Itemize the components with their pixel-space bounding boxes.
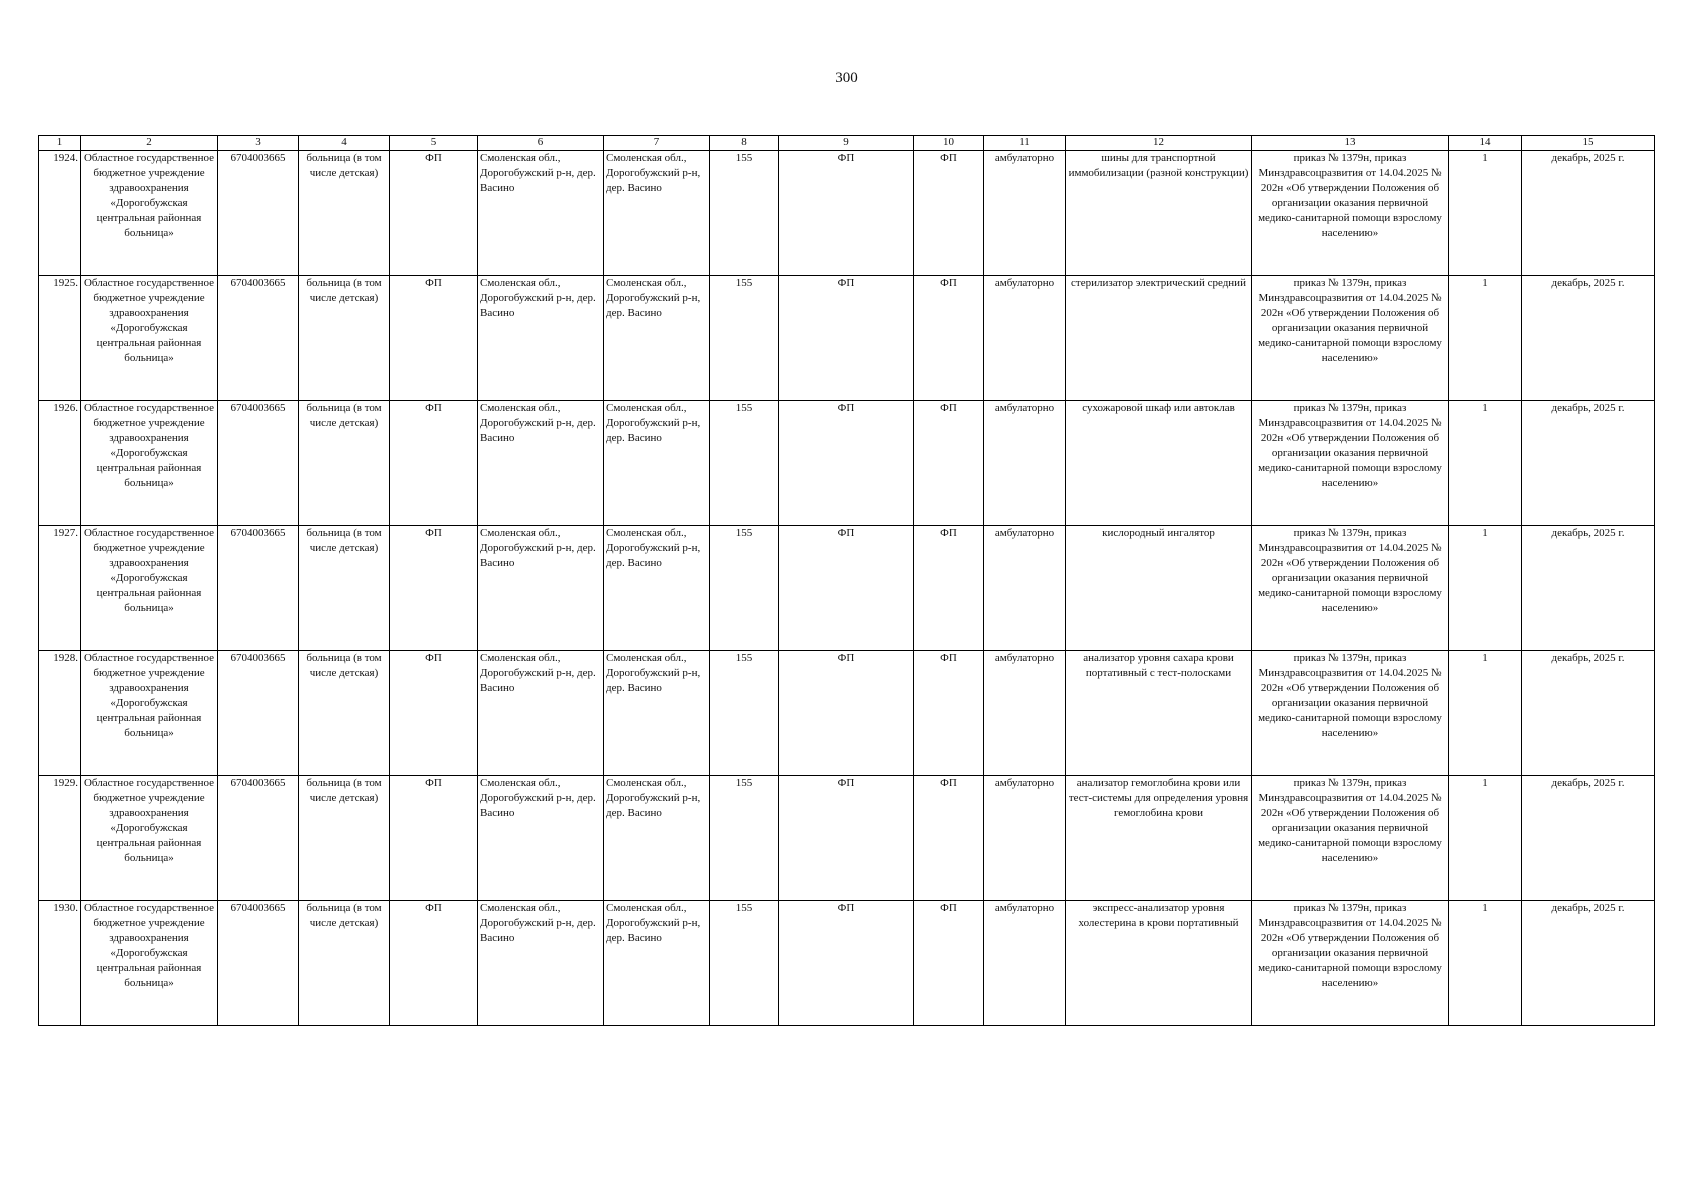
column-header-6: 6	[478, 136, 604, 151]
table-row	[39, 651, 1655, 776]
row-number-cell: 1924.	[39, 151, 81, 276]
delivery-date-cell: декабрь, 2025 г.	[1522, 276, 1655, 401]
facility-address-cell: Смоленская обл., Дорогобужский р-н, дер. Васино	[478, 901, 604, 1026]
facility-address-cell: Смоленская обл., Дорогобужский р-н, дер. Васино	[478, 151, 604, 276]
delivery-date-cell: декабрь, 2025 г.	[1522, 776, 1655, 901]
region-code-cell: 155	[710, 151, 779, 276]
equipment-name-cell: анализатор гемоглобина крови или тест-системы для определения уровня гемоглобина крови	[1066, 776, 1252, 901]
care-condition-cell: амбулаторно	[984, 526, 1066, 651]
row-number-cell: 1928.	[39, 651, 81, 776]
facility-address-cell: Смоленская обл., Дорогобужский р-н, дер. Васино	[478, 401, 604, 526]
table-body	[39, 151, 1655, 1026]
column-header-3: 3	[218, 136, 299, 151]
region-code-cell: 155	[710, 401, 779, 526]
legal-basis-cell: приказ № 1379н, приказ Минздравсоцразвития от 14.04.2025 № 202н «Об утверждении Положения об организации оказания первичной медико-санитарной помощи взрослому населению»	[1252, 401, 1449, 526]
structure-type-cell: ФП	[914, 776, 984, 901]
care-condition-cell: амбулаторно	[984, 151, 1066, 276]
region-code-cell: 155	[710, 901, 779, 1026]
column-header-5: 5	[390, 136, 478, 151]
location-address-cell: Смоленская обл., Дорогобужский р-н, дер. Васино	[604, 901, 710, 1026]
legal-basis-cell: приказ № 1379н, приказ Минздравсоцразвития от 14.04.2025 № 202н «Об утверждении Положения об организации оказания первичной медико-санитарной помощи взрослому населению»	[1252, 276, 1449, 401]
inn-code-cell: 6704003665	[218, 276, 299, 401]
quantity-cell: 1	[1449, 526, 1522, 651]
table-row	[39, 151, 1655, 276]
region-code-cell: 155	[710, 776, 779, 901]
unit-type-cell: ФП	[390, 526, 478, 651]
facility-address-cell: Смоленская обл., Дорогобужский р-н, дер. Васино	[478, 526, 604, 651]
quantity-cell: 1	[1449, 776, 1522, 901]
subdivision-type-cell: ФП	[779, 901, 914, 1026]
subdivision-type-cell: ФП	[779, 151, 914, 276]
region-code-cell: 155	[710, 276, 779, 401]
delivery-date-cell: декабрь, 2025 г.	[1522, 651, 1655, 776]
inn-code-cell: 6704003665	[218, 151, 299, 276]
delivery-date-cell: декабрь, 2025 г.	[1522, 151, 1655, 276]
subdivision-type-cell: ФП	[779, 651, 914, 776]
unit-type-cell: ФП	[390, 776, 478, 901]
structure-type-cell: ФП	[914, 526, 984, 651]
subdivision-type-cell: ФП	[779, 401, 914, 526]
table-row	[39, 776, 1655, 901]
organization-name-cell: Областное государственное бюджетное учреждение здравоохранения «Дорогобужская центральная районная больница»	[81, 276, 218, 401]
delivery-date-cell: декабрь, 2025 г.	[1522, 526, 1655, 651]
table-header	[39, 136, 1655, 151]
facility-address-cell: Смоленская обл., Дорогобужский р-н, дер. Васино	[478, 776, 604, 901]
unit-type-cell: ФП	[390, 276, 478, 401]
quantity-cell: 1	[1449, 151, 1522, 276]
column-header-7: 7	[604, 136, 710, 151]
equipment-name-cell: анализатор уровня сахара крови портативный с тест-полосками	[1066, 651, 1252, 776]
legal-basis-cell: приказ № 1379н, приказ Минздравсоцразвития от 14.04.2025 № 202н «Об утверждении Положения об организации оказания первичной медико-санитарной помощи взрослому населению»	[1252, 151, 1449, 276]
table-row	[39, 526, 1655, 651]
subdivision-type-cell: ФП	[779, 776, 914, 901]
column-header-13: 13	[1252, 136, 1449, 151]
structure-type-cell: ФП	[914, 901, 984, 1026]
inn-code-cell: 6704003665	[218, 526, 299, 651]
care-condition-cell: амбулаторно	[984, 651, 1066, 776]
region-code-cell: 155	[710, 526, 779, 651]
facility-type-cell: больница (в том числе детская)	[299, 276, 390, 401]
column-header-12: 12	[1066, 136, 1252, 151]
unit-type-cell: ФП	[390, 151, 478, 276]
facility-type-cell: больница (в том числе детская)	[299, 651, 390, 776]
column-header-1: 1	[39, 136, 81, 151]
inn-code-cell: 6704003665	[218, 651, 299, 776]
structure-type-cell: ФП	[914, 401, 984, 526]
column-header-11: 11	[984, 136, 1066, 151]
facility-type-cell: больница (в том числе детская)	[299, 151, 390, 276]
inn-code-cell: 6704003665	[218, 401, 299, 526]
facility-type-cell: больница (в том числе детская)	[299, 526, 390, 651]
facility-type-cell: больница (в том числе детская)	[299, 776, 390, 901]
care-condition-cell: амбулаторно	[984, 901, 1066, 1026]
unit-type-cell: ФП	[390, 651, 478, 776]
organization-name-cell: Областное государственное бюджетное учреждение здравоохранения «Дорогобужская центральная районная больница»	[81, 401, 218, 526]
column-header-15: 15	[1522, 136, 1655, 151]
unit-type-cell: ФП	[390, 401, 478, 526]
equipment-name-cell: сухожаровой шкаф или автоклав	[1066, 401, 1252, 526]
legal-basis-cell: приказ № 1379н, приказ Минздравсоцразвития от 14.04.2025 № 202н «Об утверждении Положения об организации оказания первичной медико-санитарной помощи взрослому населению»	[1252, 651, 1449, 776]
location-address-cell: Смоленская обл., Дорогобужский р-н, дер. Васино	[604, 776, 710, 901]
care-condition-cell: амбулаторно	[984, 401, 1066, 526]
delivery-date-cell: декабрь, 2025 г.	[1522, 901, 1655, 1026]
page-number: 300	[835, 70, 858, 86]
location-address-cell: Смоленская обл., Дорогобужский р-н, дер. Васино	[604, 276, 710, 401]
care-condition-cell: амбулаторно	[984, 776, 1066, 901]
organization-name-cell: Областное государственное бюджетное учреждение здравоохранения «Дорогобужская центральная районная больница»	[81, 776, 218, 901]
location-address-cell: Смоленская обл., Дорогобужский р-н, дер. Васино	[604, 401, 710, 526]
legal-basis-cell: приказ № 1379н, приказ Минздравсоцразвития от 14.04.2025 № 202н «Об утверждении Положения об организации оказания первичной медико-санитарной помощи взрослому населению»	[1252, 901, 1449, 1026]
organization-name-cell: Областное государственное бюджетное учреждение здравоохранения «Дорогобужская центральная районная больница»	[81, 151, 218, 276]
column-header-10: 10	[914, 136, 984, 151]
table-row	[39, 901, 1655, 1026]
subdivision-type-cell: ФП	[779, 276, 914, 401]
inn-code-cell: 6704003665	[218, 901, 299, 1026]
row-number-cell: 1927.	[39, 526, 81, 651]
equipment-name-cell: кислородный ингалятор	[1066, 526, 1252, 651]
region-code-cell: 155	[710, 651, 779, 776]
facility-address-cell: Смоленская обл., Дорогобужский р-н, дер. Васино	[478, 651, 604, 776]
column-header-8: 8	[710, 136, 779, 151]
equipment-name-cell: стерилизатор электрический средний	[1066, 276, 1252, 401]
structure-type-cell: ФП	[914, 651, 984, 776]
unit-type-cell: ФП	[390, 901, 478, 1026]
equipment-name-cell: экспресс-анализатор уровня холестерина в крови портативный	[1066, 901, 1252, 1026]
column-header-4: 4	[299, 136, 390, 151]
quantity-cell: 1	[1449, 901, 1522, 1026]
organization-name-cell: Областное государственное бюджетное учреждение здравоохранения «Дорогобужская центральная районная больница»	[81, 901, 218, 1026]
quantity-cell: 1	[1449, 276, 1522, 401]
facility-type-cell: больница (в том числе детская)	[299, 901, 390, 1026]
inn-code-cell: 6704003665	[218, 776, 299, 901]
row-number-cell: 1925.	[39, 276, 81, 401]
row-number-cell: 1929.	[39, 776, 81, 901]
location-address-cell: Смоленская обл., Дорогобужский р-н, дер. Васино	[604, 151, 710, 276]
care-condition-cell: амбулаторно	[984, 276, 1066, 401]
delivery-date-cell: декабрь, 2025 г.	[1522, 401, 1655, 526]
location-address-cell: Смоленская обл., Дорогобужский р-н, дер. Васино	[604, 526, 710, 651]
column-number-row	[39, 136, 1655, 151]
facility-type-cell: больница (в том числе детская)	[299, 401, 390, 526]
quantity-cell: 1	[1449, 651, 1522, 776]
structure-type-cell: ФП	[914, 276, 984, 401]
equipment-name-cell: шины для транспортной иммобилизации (разной конструкции)	[1066, 151, 1252, 276]
subdivision-type-cell: ФП	[779, 526, 914, 651]
location-address-cell: Смоленская обл., Дорогобужский р-н, дер. Васино	[604, 651, 710, 776]
column-header-9: 9	[779, 136, 914, 151]
column-header-14: 14	[1449, 136, 1522, 151]
equipment-registry-table	[38, 135, 1655, 1026]
legal-basis-cell: приказ № 1379н, приказ Минздравсоцразвития от 14.04.2025 № 202н «Об утверждении Положения об организации оказания первичной медико-санитарной помощи взрослому населению»	[1252, 526, 1449, 651]
row-number-cell: 1930.	[39, 901, 81, 1026]
structure-type-cell: ФП	[914, 151, 984, 276]
column-header-2: 2	[81, 136, 218, 151]
organization-name-cell: Областное государственное бюджетное учреждение здравоохранения «Дорогобужская центральная районная больница»	[81, 526, 218, 651]
organization-name-cell: Областное государственное бюджетное учреждение здравоохранения «Дорогобужская центральная районная больница»	[81, 651, 218, 776]
table-row	[39, 401, 1655, 526]
legal-basis-cell: приказ № 1379н, приказ Минздравсоцразвития от 14.04.2025 № 202н «Об утверждении Положения об организации оказания первичной медико-санитарной помощи взрослому населению»	[1252, 776, 1449, 901]
table-row	[39, 276, 1655, 401]
quantity-cell: 1	[1449, 401, 1522, 526]
facility-address-cell: Смоленская обл., Дорогобужский р-н, дер. Васино	[478, 276, 604, 401]
row-number-cell: 1926.	[39, 401, 81, 526]
